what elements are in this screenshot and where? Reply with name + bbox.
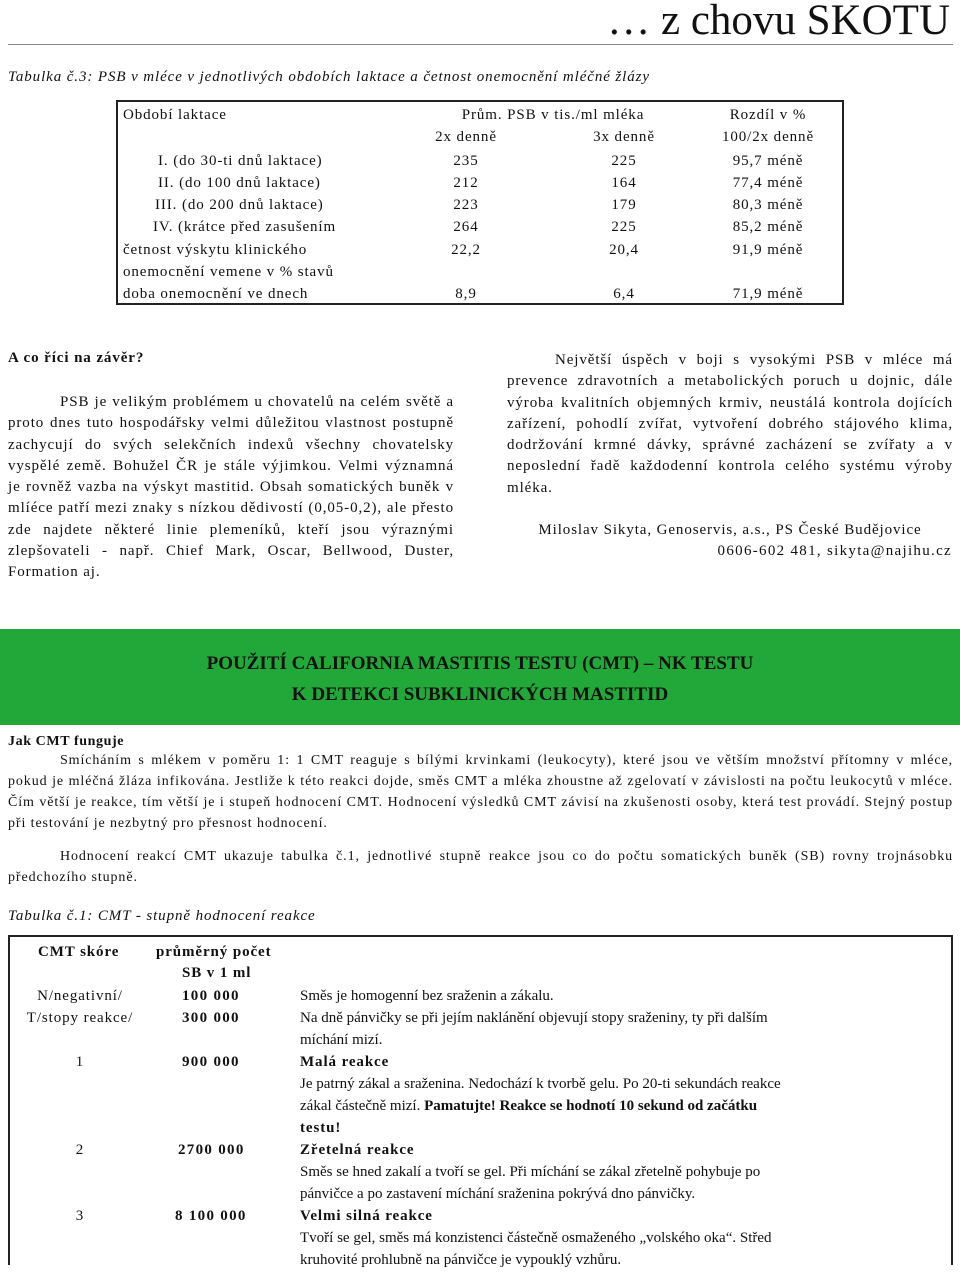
table3-caption: Tabulka č.3: PSB v mléce v jednotlivých obdobích laktace a četnost onemocnění mléčné žlázy bbox=[8, 69, 650, 85]
table-cell: 2700 000 bbox=[178, 1142, 245, 1158]
table-cell: 235 bbox=[453, 153, 479, 169]
table-cell: N/negativní/ bbox=[37, 988, 123, 1004]
table-cell: 85,2 méně bbox=[732, 219, 804, 235]
table-header-cell: 100/2x denně bbox=[721, 129, 815, 145]
table-cell: Zřetelná reakce bbox=[300, 1142, 415, 1158]
table-cell: 100 000 bbox=[182, 988, 240, 1004]
table-cell: míchání mizí. bbox=[300, 1032, 383, 1048]
table-cell: Směs se hned zakalí a tvoří se gel. Při míchání se zákal zřetelně pohybuje po bbox=[300, 1164, 761, 1180]
table-cell: Je patrný zákal a sraženina. Nedochází k tvorbě gelu. Po 20-ti sekundách reakce bbox=[300, 1076, 781, 1092]
table-cell: četnost výskytu klinického bbox=[123, 242, 308, 258]
table-cell: 20,4 bbox=[609, 242, 639, 258]
table-cell: onemocnění vemene v % stavů bbox=[123, 264, 334, 280]
table-cell-note: Pamatujte! Reakce se hodnotí 10 sekund od začátku bbox=[424, 1098, 758, 1114]
table-header-cell: Rozdíl v % bbox=[729, 107, 807, 123]
table-cell: 212 bbox=[453, 175, 479, 191]
section-banner bbox=[0, 629, 960, 725]
table-cell: 179 bbox=[611, 197, 637, 213]
table-cell: III. (do 200 dnů laktace) bbox=[155, 197, 324, 213]
table-cell: 2 bbox=[75, 1142, 85, 1158]
author-contact: 0606-602 481, sikyta@najihu.cz bbox=[717, 543, 952, 559]
table-header-cell: Prům. PSB v tis./ml mléka bbox=[461, 107, 645, 123]
table-cell: T/stopy reakce/ bbox=[26, 1010, 134, 1026]
table-cell: doba onemocnění ve dnech bbox=[123, 286, 309, 302]
conclusion-left-paragraph: PSB je velikým problémem u chovatelů na celém světě a proto dnes tuto hospodářsky velmi důležitou vlastnost postupně zachycují do svých selekčních indexů všechny chovatelsky vyspělé země. Bohužel ČR je stále výjimkou. Velmi významná je rovněž vazba na výskyt mastitid. Obsah somatických buněk v mlíéce patří mezi znaky s nízkou dědivostí (0,05-0,2), ale přesto zde najdete některé linie plemeníků, kteří jsou výraznými zlepšovateli - např. Chief Mark, Oscar, Bellwood, Duster, Formation aj. bbox=[8, 394, 454, 581]
table3 bbox=[116, 100, 844, 305]
table-cell: pánvičce a po zastavení míchání sraženina pokrývá dno pánvičky. bbox=[300, 1186, 696, 1202]
table-cell: 71,9 méně bbox=[732, 286, 804, 302]
table-cell: 3 bbox=[75, 1208, 85, 1224]
header-divider bbox=[8, 44, 953, 45]
table1 bbox=[8, 935, 953, 1268]
table-cell bbox=[300, 1096, 757, 1118]
table-cell: 77,4 méně bbox=[732, 175, 804, 191]
table-cell: Tvoří se gel, směs má konzistenci částečně osmaženého „volského oka“. Střed bbox=[300, 1230, 772, 1246]
table-cell: kruhovité prohlubně na pánvičce je vypouklý vzhůru. bbox=[300, 1252, 622, 1268]
table-cell: 225 bbox=[611, 219, 637, 235]
table-cell: 300 000 bbox=[182, 1010, 240, 1026]
table-cell: 164 bbox=[611, 175, 637, 191]
table-cell: II. (do 100 dnů laktace) bbox=[158, 175, 321, 191]
table-cell-note: testu! bbox=[300, 1120, 342, 1136]
table-cell: 225 bbox=[611, 153, 637, 169]
table-cell: I. (do 30-ti dnů laktace) bbox=[158, 153, 323, 169]
table-header-cell: 2x denně bbox=[435, 129, 497, 145]
table-cell: Velmi silná reakce bbox=[300, 1208, 433, 1224]
table-cell: 80,3 méně bbox=[732, 197, 804, 213]
table-header-cell: CMT skóre bbox=[38, 944, 120, 960]
table-cell: 223 bbox=[453, 197, 479, 213]
table-header-cell: Období laktace bbox=[123, 107, 227, 123]
table-cell: 264 bbox=[453, 219, 479, 235]
table-cell: 8 100 000 bbox=[175, 1208, 247, 1224]
author-name: Miloslav Sikyta, Genoservis, a.s., PS České Budějovice bbox=[538, 522, 922, 538]
banner-title-line1: POUŽITÍ CALIFORNIA MASTITIS TESTU (CMT) – NK TESTU bbox=[206, 653, 754, 674]
table-cell: Malá reakce bbox=[300, 1054, 390, 1070]
table-header-cell: 3x denně bbox=[593, 129, 655, 145]
cmt-paragraph: Hodnocení reakcí CMT ukazuje tabulka č.1, jednotlivé stupně reakce jsou co do počtu somatických buněk (SB) rovny trojnásobku předchozího stupně. bbox=[8, 849, 953, 885]
table-header-cell: SB v 1 ml bbox=[182, 965, 252, 981]
conclusion-heading: A co říci na závěr? bbox=[8, 350, 145, 366]
table-cell: 6,4 bbox=[613, 286, 635, 302]
table-cell: Na dně pánvičky se při jejím naklánění objevují stopy sraženiny, ty při dalším bbox=[300, 1010, 768, 1026]
cmt-paragraph: Smícháním s mlékem v poměru 1: 1 CMT reaguje s bílými krvinkami (leukocyty), které jsou ve větším množství přítomny v mléce, pokud je mléčná žláza infikována. Jestliže k této reakci dojde, směs CMT a mléka zhoustne až zgelovatí v závislosti na počtu leukocytů v mléce. Čím větší je reakce, tím větší je i stupeň hodnocení CMT. Hodnocení výsledků CMT závisí na zkušenosti osoby, která test provádí. Stejný postup při testování je nezbytný pro přesnost hodnocení. bbox=[8, 753, 953, 831]
table-cell: 8,9 bbox=[455, 286, 477, 302]
page-header-title: … z chovu SKOTU bbox=[607, 0, 950, 44]
table-cell-text: zákal částečně mizí. bbox=[300, 1098, 425, 1114]
table-cell: 91,9 méně bbox=[732, 242, 804, 258]
table-cell: IV. (krátce před zasušením bbox=[153, 219, 337, 235]
table-cell: 900 000 bbox=[182, 1054, 240, 1070]
table-header-cell: průměrný počet bbox=[156, 944, 272, 960]
table-cell: Směs je homogenní bez sraženin a zákalu. bbox=[300, 988, 554, 1004]
cmt-heading: Jak CMT funguje bbox=[8, 734, 125, 749]
table-cell: 22,2 bbox=[451, 242, 481, 258]
conclusion-right-paragraph: Největší úspěch v boji s vysokými PSB v mléce má prevence zdravotních a metabolických poruch u dojnic, dále výroba kvalitních objemných krmiv, neustálá kontrola dojících zařízení, pohodlí zvířat, vytvoření dobrého stájového klima, dodržování krmné dávky, správné zacházení se zvířaty a v neposlední řadě každodenní kontrola celého systému výroby mléka. bbox=[507, 352, 953, 496]
table-cell: 1 bbox=[75, 1054, 85, 1070]
table1-caption: Tabulka č.1: CMT - stupně hodnocení reakce bbox=[8, 908, 316, 924]
banner-title-line2: K DETEKCI SUBKLINICKÝCH MASTITID bbox=[291, 684, 669, 705]
table-cell: 95,7 méně bbox=[732, 153, 804, 169]
